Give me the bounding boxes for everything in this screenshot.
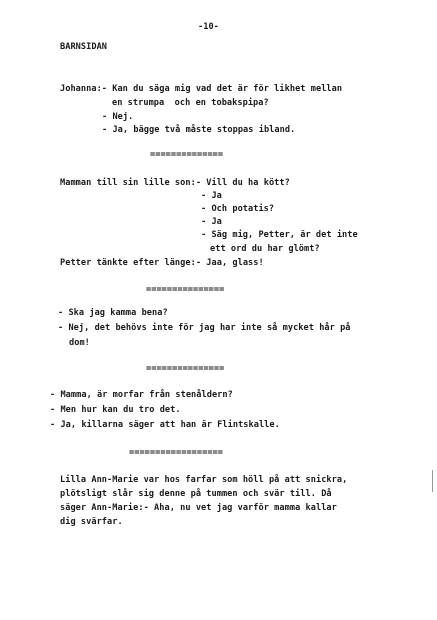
separator-2: =============== — [146, 285, 225, 295]
joke3-line3: dom! — [69, 338, 90, 348]
separator-1: ============== — [150, 150, 224, 160]
section-title: BARNSIDAN — [60, 42, 108, 52]
page-number: -10- — [198, 22, 219, 32]
joke5-line4: dig svärfar. — [60, 517, 123, 527]
joke5-line2: plötsligt slår sig denne på tummen och svär till. Då — [60, 489, 332, 499]
joke1-line4: - Ja, bägge två måste stoppas ibland. — [102, 125, 296, 135]
joke3-line1: - Ska jag kamma benа? — [58, 308, 168, 318]
joke2-line1: Mamman till sin lille son:- Vill du ha kött? — [60, 178, 290, 188]
joke1-line2: en strumpa och en tobakspipa? — [112, 98, 269, 108]
joke5-line1: Lilla Ann-Marie var hos farfar som höll på att snickra, — [60, 475, 348, 485]
joke2-line5: - Säg mig, Petter, är det inte — [201, 230, 358, 240]
joke2-line4: - Ja — [201, 217, 222, 227]
joke4-line2: - Men hur kan du tro det. — [50, 405, 181, 415]
joke3-line2: - Nej, det behövs inte för jag har inte så mycket hår på — [58, 323, 351, 333]
separator-4: ================== — [129, 448, 224, 458]
joke4-line3: - Ja, killarna säger att han är Flintskalle. — [50, 420, 280, 430]
separator-3: =============== — [146, 364, 225, 374]
joke2-line6: ett ord du har glömt? — [210, 244, 320, 254]
joke1-line1: Johanna:- Kan du säga mig vad det är för likhet mellan — [60, 84, 343, 94]
joke2-line2: - Ja — [201, 191, 222, 201]
joke2-line7: Petter tänkte efter länge:- Jaa, glass! — [60, 258, 264, 268]
joke4-line1: - Mamma, är morfar från stenåldern? — [50, 390, 233, 400]
joke2-line3: - Och potatis? — [201, 204, 275, 214]
scan-edge-mark — [432, 470, 433, 492]
joke1-line3: - Nej. — [102, 112, 134, 122]
joke5-line3: säger Ann-Marie:- Aha, nu vet jag varför mamma kallar — [60, 503, 337, 513]
